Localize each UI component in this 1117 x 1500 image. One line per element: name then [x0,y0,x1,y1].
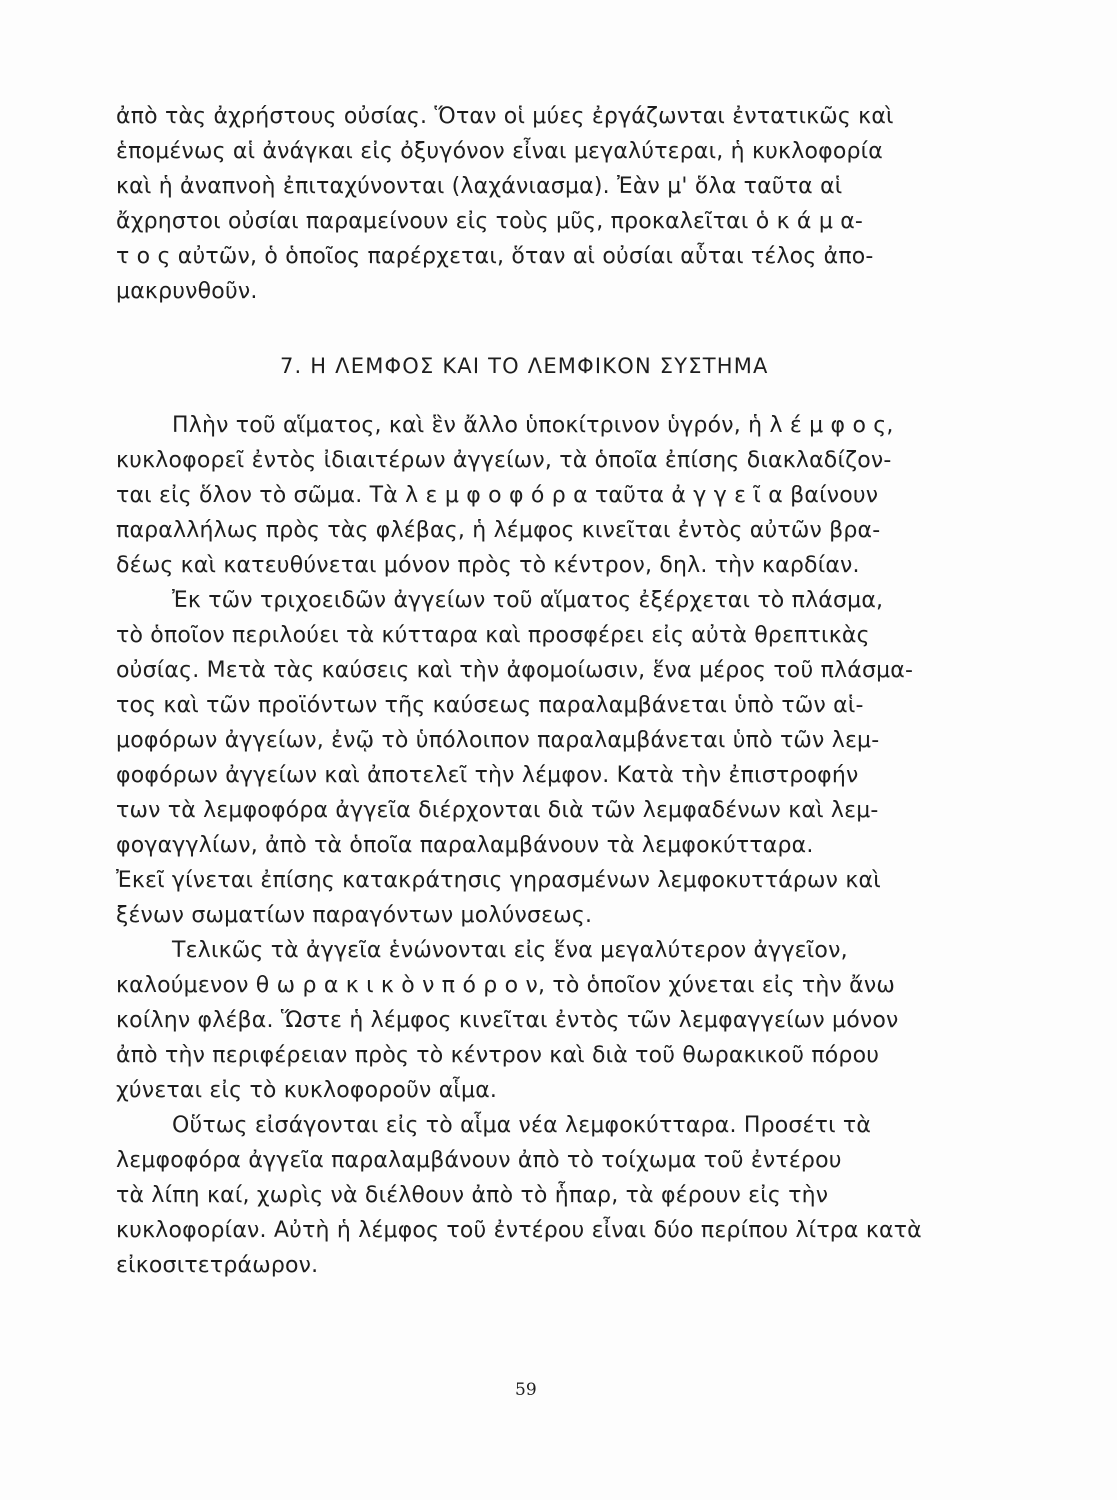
text-line: Οὕτως εἰσάγονται εἰς τὸ αἷμα νέα λεμφοκύτταρα. Προσέτι τὰ [172,1113,872,1138]
text-line: χύνεται εἰς τὸ κυκλοφοροῦν αἷμα. [116,1078,498,1103]
text-line: τος καὶ τῶν προϊόντων τῆς καύσεως παραλαμβάνεται ὑπὸ τῶν αἱ- [116,693,864,718]
text-line: μακρυνθοῦν. [116,279,258,304]
text-line: καλούμενον θ ω ρ α κ ι κ ὸ ν π ό ρ ο ν, τὸ ὁποῖον χύνεται εἰς τὴν ἄνω [116,973,895,998]
text-line: τὸ ὁποῖον περιλούει τὰ κύτταρα καὶ προσφέρει εἰς αὐτὰ θρεπτικὰς [116,623,870,648]
page-number: 59 [515,1380,537,1400]
text-line: εἰκοσιτετράωρον. [116,1253,319,1278]
text-line: Πλὴν τοῦ αἵματος, καὶ ἓν ἄλλο ὑποκίτρινον ὑγρόν, ἡ λ έ μ φ ο ς, [172,413,894,438]
section-heading: 7. Η ΛΕΜΦΟΣ ΚΑΙ ΤΟ ΛΕΜΦΙΚΟΝ ΣΥΣΤΗΜΑ [280,354,769,378]
text-line: κυκλοφορεῖ ἐντὸς ἰδιαιτέρων ἀγγείων, τὰ ὁποῖα ἐπίσης διακλαδίζον- [116,448,892,473]
text-line: φοφόρων ἀγγείων καὶ ἀποτελεῖ τὴν λέμφον. Κατὰ τὴν ἐπιστροφήν [116,763,859,788]
text-line: ἀπὸ τὰς ἀχρήστους οὐσίας. Ὅταν οἱ μύες ἐργάζωνται ἐντατικῶς καὶ [116,104,894,129]
text-line: ἑπομένως αἱ ἀνάγκαι εἰς ὀξυγόνον εἶναι μεγαλύτεραι, ἡ κυκλοφορία [116,139,883,164]
text-line: Τελικῶς τὰ ἀγγεῖα ἑνώνονται εἰς ἕνα μεγαλύτερον ἀγγεῖον, [172,938,848,963]
text-line: τὰ λίπη καί, χωρὶς νὰ διέλθουν ἀπὸ τὸ ἧπαρ, τὰ φέρουν εἰς τὴν [116,1183,829,1208]
text-line: καὶ ἡ ἀναπνοὴ ἐπιταχύνονται (λαχάνιασμα). Ἐὰν μ' ὅλα ταῦτα αἱ [116,174,843,199]
text-line: κοίλην φλέβα. Ὥστε ἡ λέμφος κινεῖται ἐντὸς τῶν λεμφαγγείων μόνον [116,1008,899,1033]
text-line: ἄχρηστοι οὐσίαι παραμείνουν εἰς τοὺς μῦς, προκαλεῖται ὁ κ ά μ α- [116,209,864,234]
text-line: τ ο ς αὐτῶν, ὁ ὁποῖος παρέρχεται, ὅταν αἱ οὐσίαι αὗται τέλος ἀπο- [116,244,874,269]
text-line: ται εἰς ὅλον τὸ σῶμα. Τὰ λ ε μ φ ο φ ό ρ α ταῦτα ἀ γ γ ε ῖ α βαίνουν [116,483,879,508]
text-line: λεμφοφόρα ἀγγεῖα παραλαμβάνουν ἀπὸ τὸ τοίχωμα τοῦ ἐντέρου [116,1148,842,1173]
text-line: παραλλήλως πρὸς τὰς φλέβας, ἡ λέμφος κινεῖται ἐντὸς αὐτῶν βρα- [116,518,881,543]
text-line: δέως καὶ κατευθύνεται μόνον πρὸς τὸ κέντρον, δηλ. τὴν καρδίαν. [116,553,860,578]
text-line: οὐσίας. Μετὰ τὰς καύσεις καὶ τὴν ἀφομοίωσιν, ἕνα μέρος τοῦ πλάσμα- [116,658,914,683]
text-line: μοφόρων ἀγγείων, ἐνῷ τὸ ὑπόλοιπον παραλαμβάνεται ὑπὸ τῶν λεμ- [116,728,880,753]
text-line: Ἐκεῖ γίνεται ἐπίσης κατακράτησις γηρασμένων λεμφοκυττάρων καὶ [116,868,881,893]
text-line: ξένων σωματίων παραγόντων μολύνσεως. [116,903,593,928]
text-line: κυκλοφορίαν. Αὐτὴ ἡ λέμφος τοῦ ἐντέρου εἶναι δύο περίπου λίτρα κατὰ [116,1218,922,1243]
text-line: των τὰ λεμφοφόρα ἀγγεῖα διέρχονται διὰ τῶν λεμφαδένων καὶ λεμ- [116,798,879,823]
text-line: Ἐκ τῶν τριχοειδῶν ἀγγείων τοῦ αἵματος ἐξέρχεται τὸ πλάσμα, [172,588,884,613]
text-line: φογαγγλίων, ἀπὸ τὰ ὁποῖα παραλαμβάνουν τὰ λεμφοκύτταρα. [116,833,814,858]
text-line: ἀπὸ τὴν περιφέρειαν πρὸς τὸ κέντρον καὶ διὰ τοῦ θωρακικοῦ πόρου [116,1043,880,1068]
